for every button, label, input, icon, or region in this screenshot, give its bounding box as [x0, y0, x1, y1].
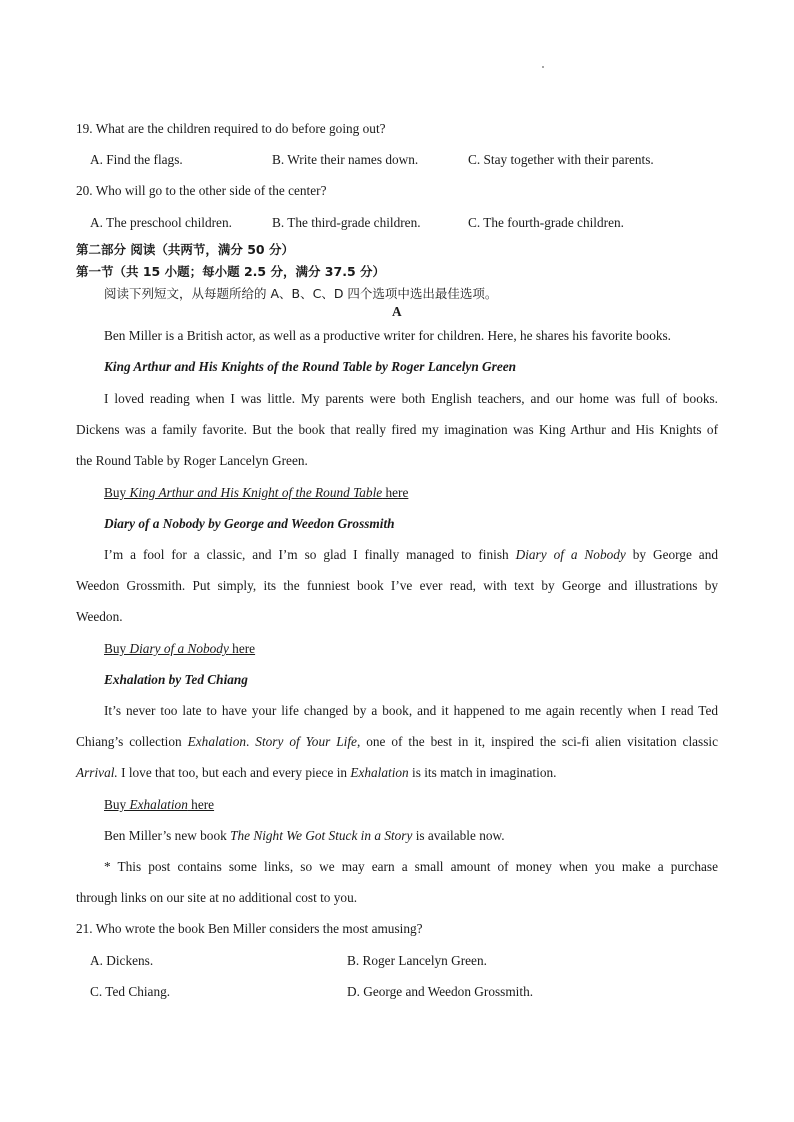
book-title: Diary of a Nobody: [515, 547, 626, 562]
q19-option-b: B. Write their names down.: [272, 152, 419, 167]
note-line-1: * This post contains some links, so we may earn a small amount of money when you make a purchase: [104, 859, 718, 874]
text-span: by George and: [625, 547, 718, 562]
text-span: I love that too, but each and every piece in: [117, 765, 351, 780]
book1-buy-link[interactable]: [104, 485, 408, 501]
passage-intro: Ben Miller is a British actor, as well as a productive writer for children. Here, he shares his favorite books.: [104, 328, 672, 343]
book-title: Exhalation: [350, 765, 409, 780]
buy-title: Exhalation: [129, 797, 188, 812]
q21-option-c: C. Ted Chiang.: [90, 984, 171, 999]
book2-line-3: Weedon.: [76, 609, 123, 624]
instructions: 阅读下列短文，从每题所给的 A、B、C、D 四个选项中选出最佳选项。: [104, 286, 498, 301]
buy-suffix: here: [187, 797, 215, 812]
text-span: Ben Miller’s new book: [104, 828, 231, 843]
book3-line-2: [76, 734, 718, 750]
book-title: The Night We Got Stuck in a Story: [230, 828, 413, 843]
book2-line-2: Weedon Grossmith. Put simply, its the funniest book I’ve ever read, with text by George and illustrations by: [76, 578, 718, 593]
book1-heading: King Arthur and His Knights of the Round Table by Roger Lancelyn Green: [104, 359, 517, 374]
text-span: , one of the best in it, inspired the sci-fi alien visitation classic: [356, 734, 719, 749]
buy-prefix: Buy: [104, 641, 130, 656]
subsection-title: 第一节（共 15 小题；每小题 2.5 分，满分 37.5 分）: [76, 264, 385, 279]
book2-heading: Diary of a Nobody by George and Weedon Grossmith: [104, 516, 395, 531]
scan-dot: [542, 66, 544, 68]
buy-suffix: here: [228, 641, 256, 656]
text-span: I’m a fool for a classic, and I’m so glad I finally managed to finish: [104, 547, 516, 562]
q21-option-b: B. Roger Lancelyn Green.: [347, 953, 487, 968]
book-title: Exhalation: [187, 734, 246, 749]
question-20: 20. Who will go to the other side of the center?: [76, 183, 327, 198]
book3-line-1: It’s never too late to have your life changed by a book, and it happened to me again recently when I read Ted: [104, 703, 718, 718]
new-book-line: [104, 828, 505, 844]
q20-option-b: B. The third-grade children.: [272, 215, 421, 230]
buy-prefix: Buy: [104, 485, 130, 500]
q21-option-a: A. Dickens.: [90, 953, 154, 968]
text-span: is its match in imagination.: [408, 765, 557, 780]
book1-line-1: I loved reading when I was little. My parents were both English teachers, and our home was full of books.: [104, 391, 718, 406]
question-21: 21. Who wrote the book Ben Miller considers the most amusing?: [76, 921, 423, 936]
q21-option-d: D. George and Weedon Grossmith.: [347, 984, 534, 999]
book3-line-3: [76, 765, 556, 781]
buy-suffix: here: [382, 485, 409, 500]
buy-title: Diary of a Nobody: [129, 641, 229, 656]
part-title: 第二部分 阅读（共两节，满分 50 分）: [76, 242, 294, 257]
text-span: Chiang’s collection: [76, 734, 188, 749]
buy-title: King Arthur and His Knight of the Round Table: [129, 485, 383, 500]
buy-prefix: Buy: [104, 797, 130, 812]
passage-label: A: [392, 304, 402, 319]
q19-option-a: A. Find the flags.: [90, 152, 183, 167]
book1-line-3: the Round Table by Roger Lancelyn Green.: [76, 453, 308, 468]
q19-option-c: C. Stay together with their parents.: [468, 152, 654, 167]
q20-option-a: A. The preschool children.: [90, 215, 232, 230]
text-span: .: [246, 734, 256, 749]
book3-heading: Exhalation by Ted Chiang: [104, 672, 248, 687]
note-line-2: through links on our site at no additional cost to you.: [76, 890, 358, 905]
book1-line-2: Dickens was a family favorite. But the book that really fired my imagination was King Arthur and His Knights of: [76, 422, 718, 437]
book-title: Arrival.: [76, 765, 118, 780]
book2-buy-link[interactable]: [104, 641, 255, 657]
book-title: Story of Your Life: [255, 734, 357, 749]
text-span: is available now.: [412, 828, 505, 843]
book3-buy-link[interactable]: [104, 797, 214, 813]
question-19: 19. What are the children required to do before going out?: [76, 121, 386, 136]
q20-option-c: C. The fourth-grade children.: [468, 215, 624, 230]
book2-line-1: [104, 547, 718, 563]
